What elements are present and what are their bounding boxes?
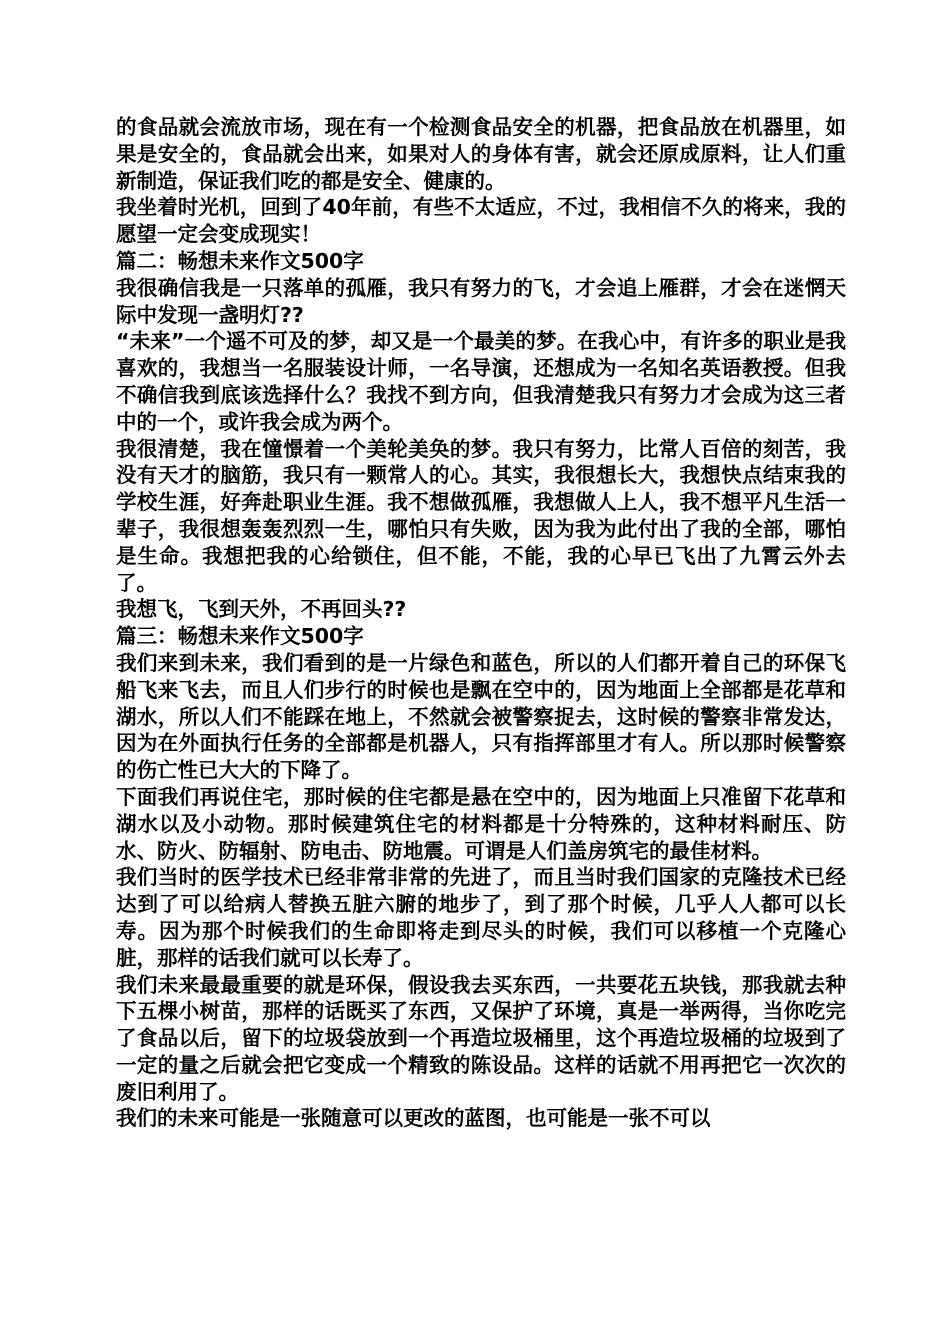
document-page <box>116 114 846 1132</box>
paragraph-time-machine: 我坐着时光机，回到了40年前，有些不太适应，不过，我相信不久的将来，我的愿望一定会变成现实！ <box>116 195 846 247</box>
paragraph-housing: 下面我们再说住宅，那时候的住宅都是悬在空中的，因为地面上只准留下花草和湖水以及小动物。那时候建筑住宅的材料都是十分特殊的，这种材料耐压、防水、防火、防辐射、防电击、防地震。可谓是人们盖房筑宅的最佳材料。 <box>116 784 846 863</box>
paragraph-clear-dream: 我很清楚，我在憧憬着一个美轮美奂的梦。我只有努力，比常人百倍的刻苦，我没有天才的脑筋，我只有一颗常人的心。其实，我很想长大，我想快点结束我的学校生涯，好奔赴职业生涯。我不想做孤雁，我想做人上人，我不想平凡生活一辈子，我很想轰轰烈烈一生，哪怕只有失败，因为我为此付出了我的全部，哪怕是生命。我想把我的心给锁住，但不能，不能，我的心早已飞出了九霄云外去了。 <box>116 436 846 595</box>
paragraph-future-dream: “未来”一个遥不可及的梦，却又是一个最美的梦。在我心中，有许多的职业是我喜欢的，我想当一名服装设计师，一名导演，还想成为一名知名英语教授。但我不确信我到底该选择什么？我找不到方向，但我清楚我只有努力才会成为这三者中的一个，或许我会成为两个。 <box>116 329 846 434</box>
paragraph-food-safety: 的食品就会流放市场，现在有一个检测食品安全的机器，把食品放在机器里，如果是安全的，食品就会出来，如果对人的身体有害，就会还原成原料，让人们重新制造，保证我们吃的都是安全、健康的。 <box>116 115 846 193</box>
section-heading-2: 篇二：畅想未来作文500字 <box>116 248 364 273</box>
paragraph-want-to-fly: 我想飞，飞到天外，不再回头?? <box>116 597 407 622</box>
paragraph-medicine: 我们当时的医学技术已经非常非常的先进了，而且当时我们国家的克隆技术已经达到了可以给病人替换五脏六腑的地步了，到了那个时候，几乎人人都可以长寿。因为那个时候我们的生命即将走到尽头的时候，我们可以移植一个克隆心脏，那样的话我们就可以长寿了。 <box>116 865 846 970</box>
paragraph-blueprint: 我们的未来可能是一张随意可以更改的蓝图，也可能是一张不可以 <box>116 1106 711 1131</box>
paragraph-environment: 我们未来最最重要的就是环保，假设我去买东西，一共要花五块钱，那我就去种下五棵小树苗，那样的话既买了东西，又保护了环境，真是一举两得，当你吃完了食品以后，留下的垃圾袋放到一个再造垃圾桶里，这个再造垃圾桶的垃圾到了一定的量之后就会把它变成一个精致的陈设品。这样的话就不用再把它一次次的废旧利用了。 <box>116 972 846 1104</box>
paragraph-arrive-future: 我们来到未来，我们看到的是一片绿色和蓝色，所以的人们都开着自己的环保飞船飞来飞去，而且人们步行的时候也是飘在空中的，因为地面上全部都是花草和湖水，所以人们不能踩在地上，不然就会被警察捉去，这时候的警察非常发达，因为在外面执行任务的全部都是机器人，只有指挥部里才有人。所以那时候警察的伤亡性已大大的下降了。 <box>116 650 846 783</box>
section-heading-3: 篇三：畅想未来作文500字 <box>116 624 364 649</box>
paragraph-lone-goose: 我很确信我是一只落单的孤雁，我只有努力的飞，才会追上雁群，才会在迷惘天际中发现一盏明灯?? <box>116 275 846 327</box>
